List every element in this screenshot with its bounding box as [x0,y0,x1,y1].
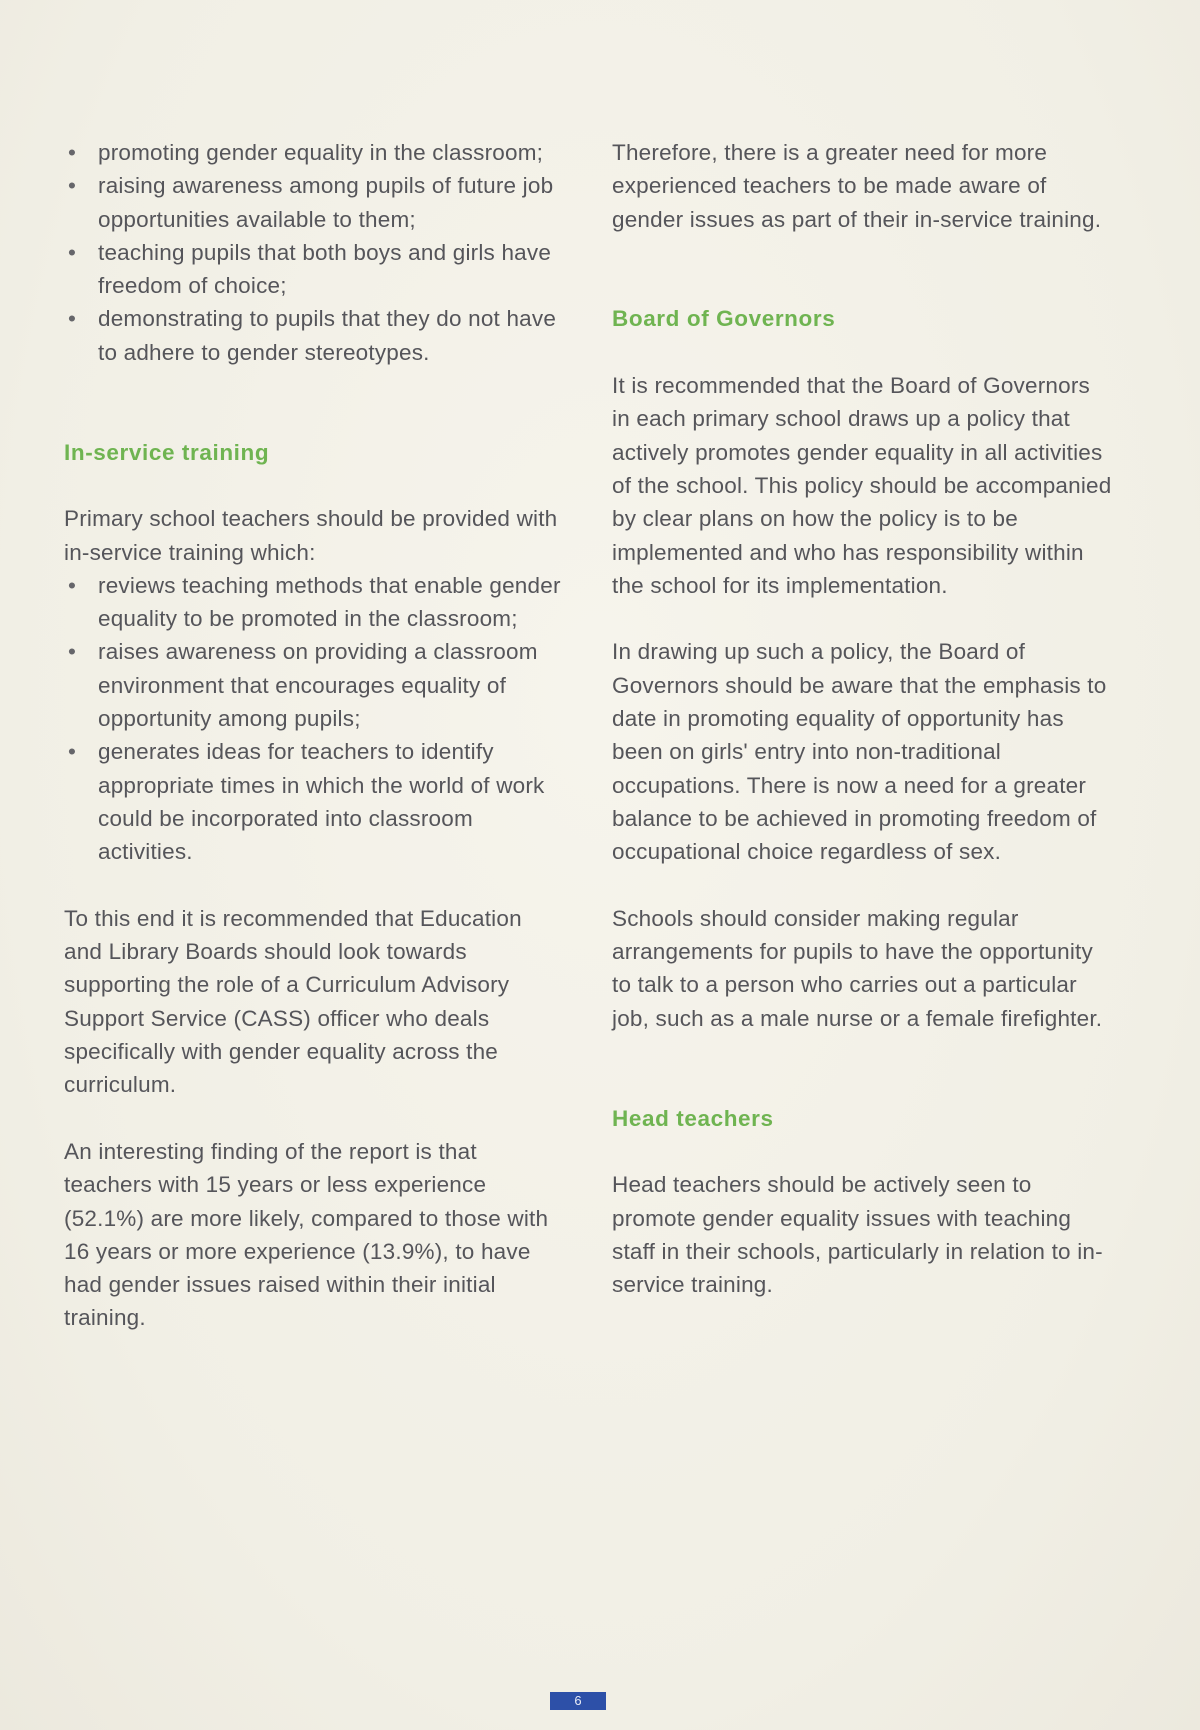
spacer [612,602,1112,635]
right-column [612,136,1112,1301]
schools-paragraph: Schools should consider making regular arrangements for pupils to have the opportunity to talk to a person who carries out a particular job, such as a male nurse or a female firefighter. [612,905,1103,1031]
section-heading-inservice-training: In-service training [64,439,270,465]
inservice-intro-paragraph: Primary school teachers should be provided with in-service training which: [64,506,558,565]
page-number: 6 [550,1692,606,1710]
list-item: • demonstrating to pupils that they do not have to adhere to gender stereotypes. [64,302,564,369]
cass-paragraph: To this end it is recommended that Education and Library Boards should look towards supporting the role of a Curriculum Advisory Support Service (CASS) officer who deals specifically with gender equality across the curriculum. [64,905,522,1098]
spacer [612,336,1112,369]
governors-balance-paragraph: In drawing up such a policy, the Board of Governors should be aware that the emphasis to date in promoting equality of opportunity has been on girls' entry into non-traditional occupations. There is now a need for a greater balance to be achieved in promoting freedom of occupational choice regardless of sex. [612,639,1107,865]
list-item: • generates ideas for teachers to identify appropriate times in which the world of work could be incorporated into classroom activities. [64,735,564,868]
spacer [64,869,564,902]
finding-paragraph: An interesting finding of the report is that teachers with 15 years or less experience (52.1%) are more likely, compared to those with 16 years or more experience (13.9%), to have had gender issues raised within their initial training. [64,1138,549,1331]
section-heading-head-teachers: Head teachers [612,1105,774,1131]
head-teachers-paragraph: Head teachers should be actively seen to promote gender equality issues with teaching staff in their schools, particularly in relation to in-service training. [612,1172,1103,1298]
therefore-paragraph: Therefore, there is a greater need for more experienced teachers to be made aware of gender issues as part of their in-service training. [612,140,1102,232]
list-item: • promoting gender equality in the classroom; [64,136,564,169]
section-heading-board-of-governors: Board of Governors [612,306,836,332]
intro-bullet-list [64,136,564,369]
spacer [612,1135,1112,1168]
list-item: • reviews teaching methods that enable gender equality to be promoted in the classroom; [64,569,564,636]
spacer [612,869,1112,902]
left-column [64,136,564,1335]
spacer [64,369,564,436]
governors-policy-paragraph: It is recommended that the Board of Governors in each primary school draws up a policy that actively promotes gender equality in all activities of the school. This policy should be accompanied by clear plans on how the policy is to be implemented and who has responsibility within the school for its implementation. [612,373,1112,598]
inservice-bullet-list [64,569,564,869]
list-item: • raising awareness among pupils of future job opportunities available to them; [64,169,564,236]
list-item: • teaching pupils that both boys and girls have freedom of choice; [64,236,564,303]
spacer [612,236,1112,303]
spacer [64,469,564,502]
list-item: • raises awareness on providing a classroom environment that encourages equality of opportunity among pupils; [64,635,564,735]
spacer [64,1102,564,1135]
spacer [612,1035,1112,1102]
